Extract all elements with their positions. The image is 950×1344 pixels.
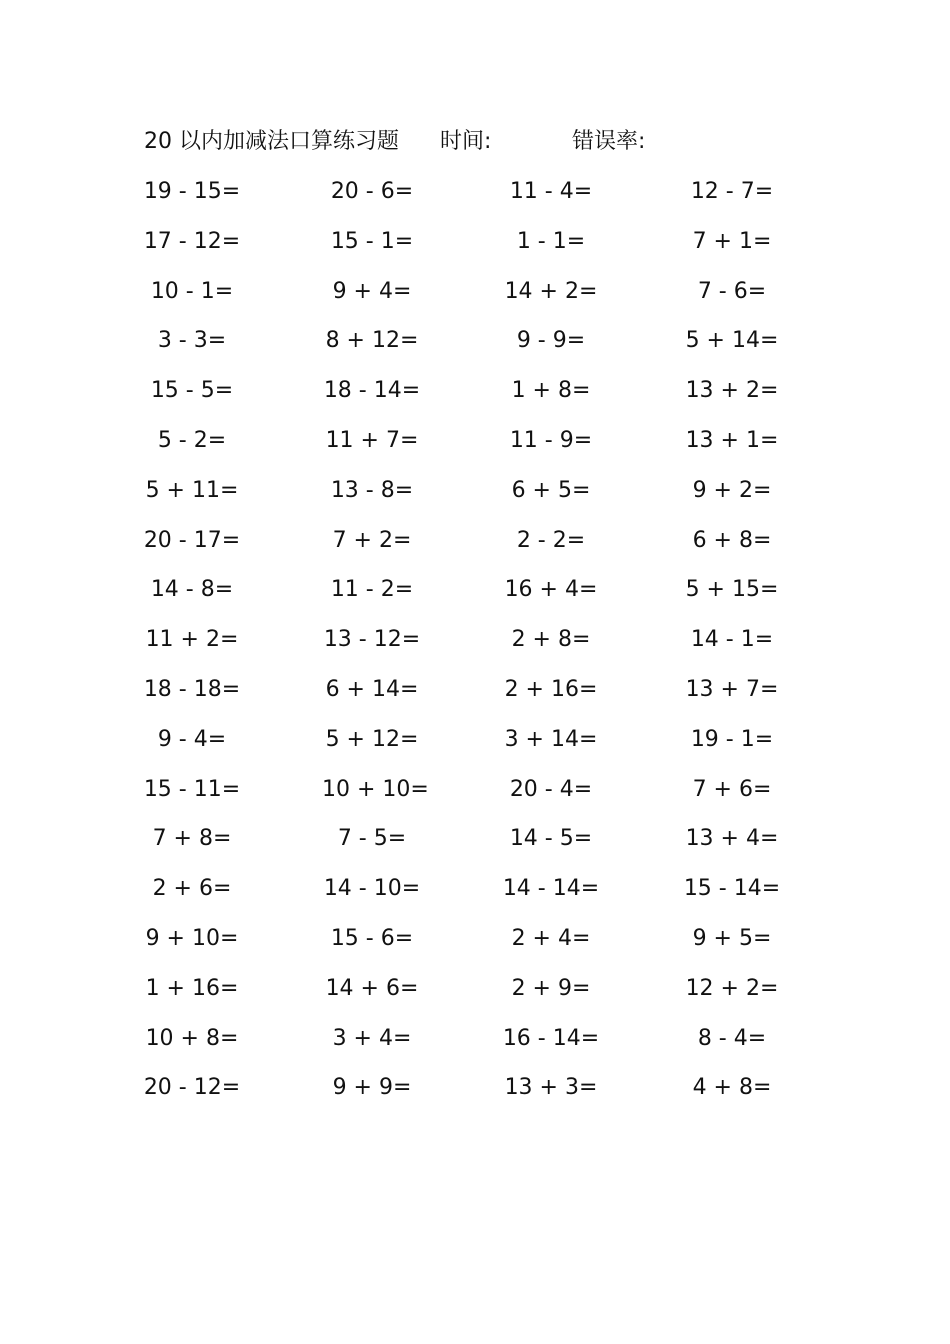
math-problem: 9 + 10= <box>145 925 239 951</box>
math-problem: 16 - 14= <box>502 1025 600 1051</box>
math-problem: 10 + 10= <box>322 776 429 802</box>
math-problem: 13 + 4= <box>685 826 779 852</box>
math-problem: 13 - 8= <box>330 477 414 503</box>
math-problem: 12 - 7= <box>690 179 774 204</box>
math-problem: 2 + 8= <box>511 627 591 653</box>
math-problem: 14 - 8= <box>150 577 234 603</box>
math-problem: 9 + 9= <box>332 1075 412 1101</box>
math-problem: 2 + 6= <box>152 876 232 902</box>
problem-row <box>0 1068 950 1118</box>
math-problem: 18 - 18= <box>143 676 241 702</box>
math-problem: 5 + 15= <box>685 577 779 603</box>
math-problem: 15 - 5= <box>150 378 234 404</box>
math-problem: 3 + 14= <box>504 726 598 752</box>
problem-row <box>0 919 950 969</box>
error-rate-label: 错误率: <box>572 129 646 154</box>
problem-row <box>0 620 950 670</box>
math-problem: 14 - 1= <box>690 627 774 653</box>
math-problem: 2 - 2= <box>516 527 586 553</box>
problem-row <box>0 172 950 222</box>
math-problem: 13 + 7= <box>685 676 779 702</box>
time-label: 时间: <box>440 129 492 154</box>
math-problem: 20 - 12= <box>143 1075 241 1101</box>
problem-row <box>0 770 950 820</box>
math-problem: 2 + 4= <box>511 925 591 951</box>
math-problem: 4 + 8= <box>692 1075 772 1101</box>
problem-row <box>0 969 950 1019</box>
math-problem: 7 + 6= <box>692 776 772 802</box>
math-problem: 6 + 14= <box>325 676 419 702</box>
math-problem: 14 - 5= <box>509 826 593 852</box>
math-problem: 2 + 9= <box>511 975 591 1001</box>
math-problem: 1 + 8= <box>511 378 591 404</box>
math-problem: 5 + 11= <box>145 477 239 503</box>
math-problem: 9 + 2= <box>692 477 772 503</box>
math-problem: 13 + 3= <box>504 1075 598 1101</box>
math-problem: 3 - 3= <box>157 328 227 354</box>
math-problem: 13 + 1= <box>685 427 779 453</box>
math-problem: 1 - 1= <box>516 228 586 254</box>
problem-row <box>0 819 950 869</box>
math-problem: 15 - 1= <box>330 228 414 254</box>
problem-row <box>0 371 950 421</box>
math-problem: 11 - 4= <box>509 179 593 204</box>
problem-row <box>0 720 950 770</box>
math-problem: 9 + 4= <box>332 278 412 304</box>
problem-row <box>0 1019 950 1069</box>
worksheet-header <box>144 124 704 160</box>
math-problem: 11 - 2= <box>330 577 414 603</box>
math-problem: 11 + 7= <box>325 427 419 453</box>
math-problem: 19 - 1= <box>690 726 774 752</box>
problem-row <box>0 272 950 322</box>
problem-row <box>0 570 950 620</box>
math-problem: 8 - 4= <box>697 1025 767 1051</box>
math-problem: 20 - 17= <box>143 527 241 553</box>
math-problem: 17 - 12= <box>143 228 241 254</box>
math-problem: 5 + 14= <box>685 328 779 354</box>
math-problem: 3 + 4= <box>332 1025 412 1051</box>
problem-row <box>0 471 950 521</box>
problem-row <box>0 869 950 919</box>
math-problem: 7 - 6= <box>697 278 767 304</box>
math-problem: 2 + 16= <box>504 676 598 702</box>
math-problem: 1 + 16= <box>145 975 239 1001</box>
worksheet-title: 20 以内加减法口算练习题 <box>144 129 399 154</box>
math-problem: 13 + 2= <box>685 378 779 404</box>
math-problem: 14 - 14= <box>502 876 600 902</box>
math-problem: 7 + 2= <box>332 527 412 553</box>
math-problem: 13 - 12= <box>323 627 421 653</box>
math-problem: 12 + 2= <box>685 975 779 1001</box>
math-problem: 6 + 5= <box>511 477 591 503</box>
problem-row <box>0 222 950 272</box>
problem-row <box>0 670 950 720</box>
math-problem: 15 - 6= <box>330 925 414 951</box>
math-problem: 10 - 1= <box>150 278 234 304</box>
math-problem: 5 - 2= <box>157 427 227 453</box>
math-problem: 14 + 6= <box>325 975 419 1001</box>
problem-row <box>0 521 950 571</box>
math-problem: 19 - 15= <box>143 179 241 204</box>
math-problem: 15 - 14= <box>683 876 781 902</box>
math-problem: 11 + 2= <box>145 627 239 653</box>
math-problem: 7 + 1= <box>692 228 772 254</box>
math-problem: 7 + 8= <box>152 826 232 852</box>
math-problem: 6 + 8= <box>692 527 772 553</box>
problem-grid <box>0 172 950 1118</box>
math-problem: 15 - 11= <box>143 776 241 802</box>
math-problem: 9 - 9= <box>516 328 586 354</box>
math-problem: 11 - 9= <box>509 427 593 453</box>
math-problem: 16 + 4= <box>504 577 598 603</box>
math-problem: 5 + 12= <box>325 726 419 752</box>
math-problem: 20 - 4= <box>509 776 593 802</box>
math-problem: 18 - 14= <box>323 378 421 404</box>
math-problem: 20 - 6= <box>330 179 414 204</box>
math-problem: 9 - 4= <box>157 726 227 752</box>
math-problem: 10 + 8= <box>145 1025 239 1051</box>
problem-row <box>0 321 950 371</box>
math-problem: 8 + 12= <box>325 328 419 354</box>
problem-row <box>0 421 950 471</box>
math-problem: 14 - 10= <box>323 876 421 902</box>
math-problem: 7 - 5= <box>337 826 407 852</box>
math-problem: 9 + 5= <box>692 925 772 951</box>
math-problem: 14 + 2= <box>504 278 598 304</box>
